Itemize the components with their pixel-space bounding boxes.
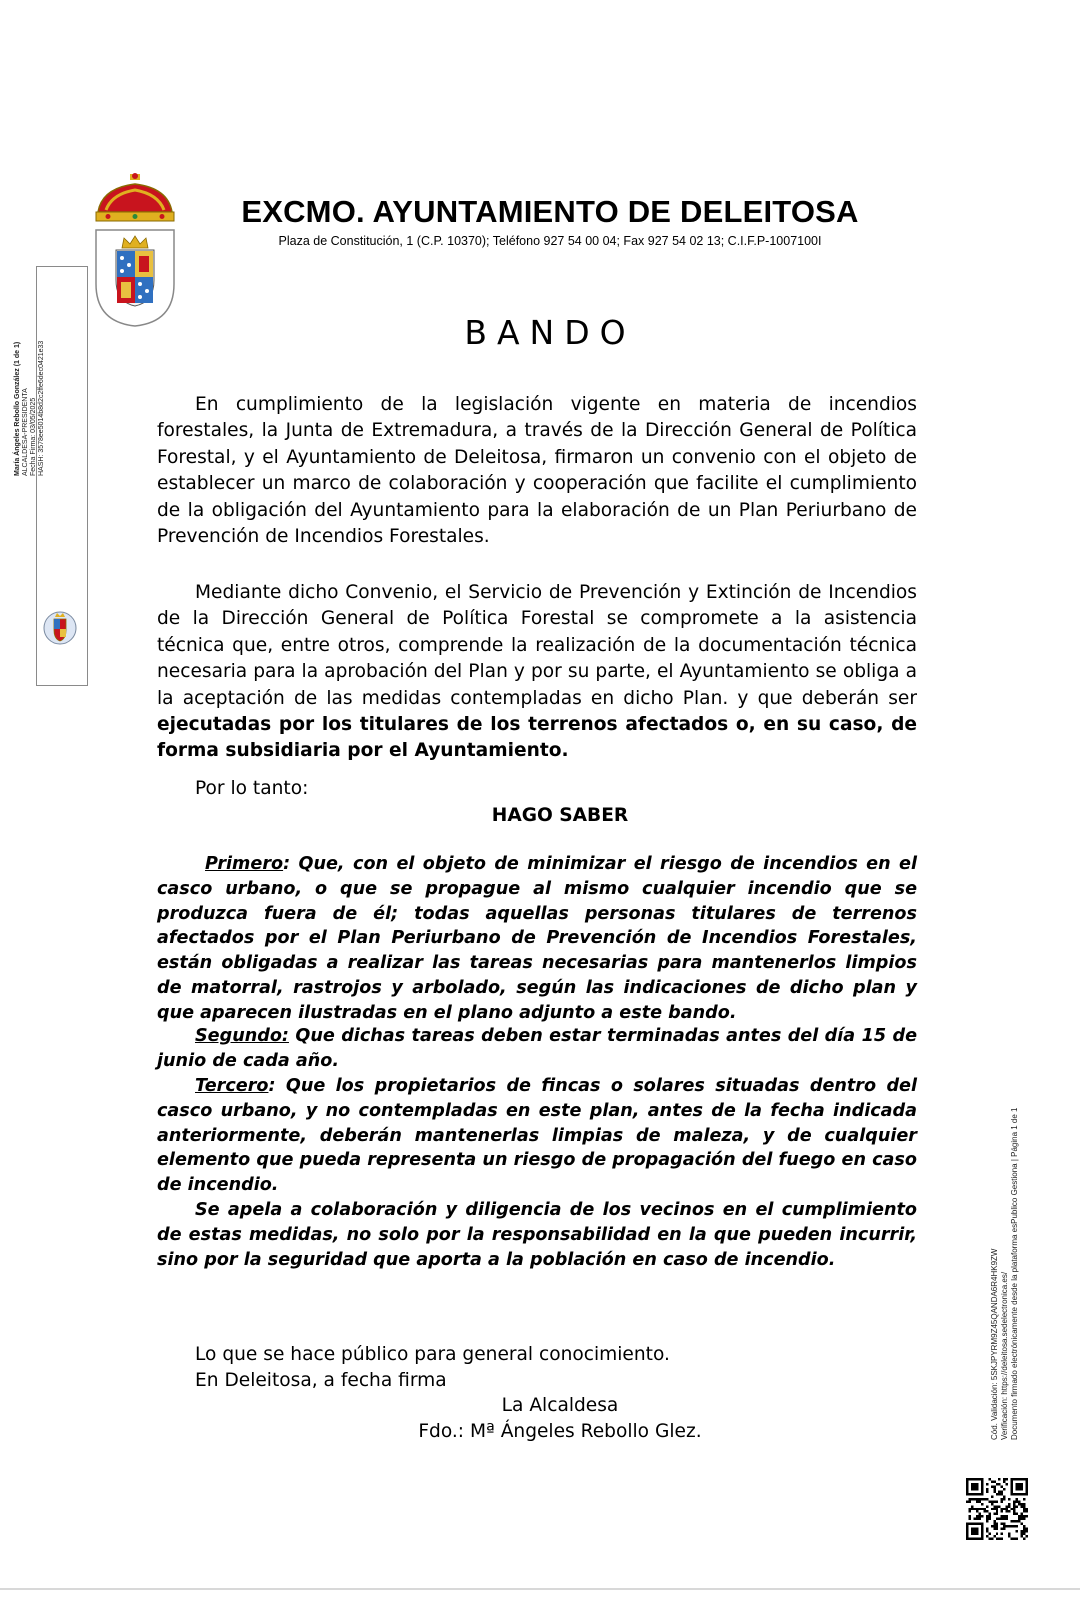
paragraph-segundo [157,1024,917,1074]
seal-icon [40,608,80,648]
segundo-text: Que dichas tareas deben estar terminadas antes del día 15 de junio de cada año. [157,1026,917,1071]
qr-code-icon [966,1478,1028,1540]
coat-of-arms-logo [92,172,178,332]
signer-role: La Alcaldesa [501,1395,619,1416]
validation-details [990,1020,1030,1440]
paragraph-tercero [157,1074,917,1198]
paragraph-primero [157,852,917,1026]
validation-platform: Documento firmado electrónicamente desde la plataforma esPublico Gestiona | Página 1 de 1 [1010,1107,1019,1440]
tercero-text: : Que los propietarios de fincas o solares situadas dentro del casco urbano, y no contempladas en este plan, antes de la fecha indicada anteriormente, deberán mantenerlas limpias de maleza, y de cualquier elemento que pueda representa un riesgo de propagación del fuego en caso de incendio. [157,1076,917,1196]
document-title: BANDO [464,313,636,352]
paragraph-convenio [157,580,917,765]
signer-role-line: ALCALDESA-PRESIDENTA [22,388,29,476]
signer-line: María Ángeles Rebollo González (1 de 1) [14,341,21,476]
paragraph-convenio-text: Mediante dicho Convenio, el Servicio de Prevención y Extinción de Incendios de la Dirección General de Política Forestal se compromete a la asistencia técnica que, entre otros, comprende la realización de la documentación técnica necesaria para la aprobación del Plan y por su parte, el Ayuntamiento se obliga a la aceptación de las medidas contempladas en dicho Plan. y que deberán ser [157,582,917,709]
paragraph-intro: En cumplimiento de la legislación vigente en materia de incendios forestales, la Junta de Extremadura, a través de la Dirección General de Política Forestal, y el Ayuntamiento de Deleitosa, firmaron un convenio con el objeto de establecer un marco de colaboración y cooperación que facilite el cumplimiento de la obligación del Ayuntamiento para la elaboración de un Plan Periurbano de Prevención de Incendios Forestales. [157,394,917,548]
hago-saber-heading: HAGO SABER [491,805,629,826]
closing-line-1: Lo que se hace público para general conocimiento. [195,1344,670,1365]
page-edge-divider [0,1588,1080,1590]
por-tanto-text: Por lo tanto: [195,778,309,799]
primero-text: : Que, con el objeto de minimizar el riesgo de incendios en el casco urbano, o que se propague al mismo cualquier incendio que se produzca fuera de él; todas aquellas personas titulares de terrenos afectados por el Plan Periurbano de Prevención de Incendios Forestales, están obligadas a realizar las tareas necesarias para mantenerlos limpios de matorral, rastrojos y arbolado, según las indicaciones de dicho plan y que aparecen ilustradas en el plano adjunto a este bando. [157,854,917,1023]
signature-hash: HASH: 3578ee5014b8d2c2ffe6dec0421e33 [38,340,45,476]
segundo-label: Segundo: [195,1026,289,1046]
primero-label: Primero [205,854,284,874]
tercero-label: Tercero [195,1076,269,1096]
closing-line-2: En Deleitosa, a fecha firma [195,1370,447,1391]
signature-date: Fecha Firma: 03/05/2025 [30,397,37,476]
paragraph-apela: Se apela a colaboración y diligencia de los vecinos en el cumplimiento de estas medidas, no solo por la responsabilidad en la que pueden incurrir, sino por la seguridad que aporta a la población en caso de incendio. [157,1200,917,1270]
organization-name: EXCMO. AYUNTAMIENTO DE DELEITOSA [241,194,859,229]
validation-url: Verificación: https://deleitosa.sedelectronica.es/ [1000,1271,1009,1440]
signature-details [14,306,45,476]
validation-code: Cód. Validación: 5SKJPYRM9Z45QANDA6R4HK9ZW [990,1248,999,1440]
signer-name: Fdo.: Mª Ángeles Rebollo Glez. [418,1421,702,1442]
organization-address: Plaza de Constitución, 1 (C.P. 10370); Teléfono 927 54 00 04; Fax 927 54 02 13; C.I.F.P-1007100I [278,234,822,248]
paragraph-convenio-bold: ejecutadas por los titulares de los terrenos afectados o, en su caso, de forma subsidiaria por el Ayuntamiento. [157,714,917,762]
